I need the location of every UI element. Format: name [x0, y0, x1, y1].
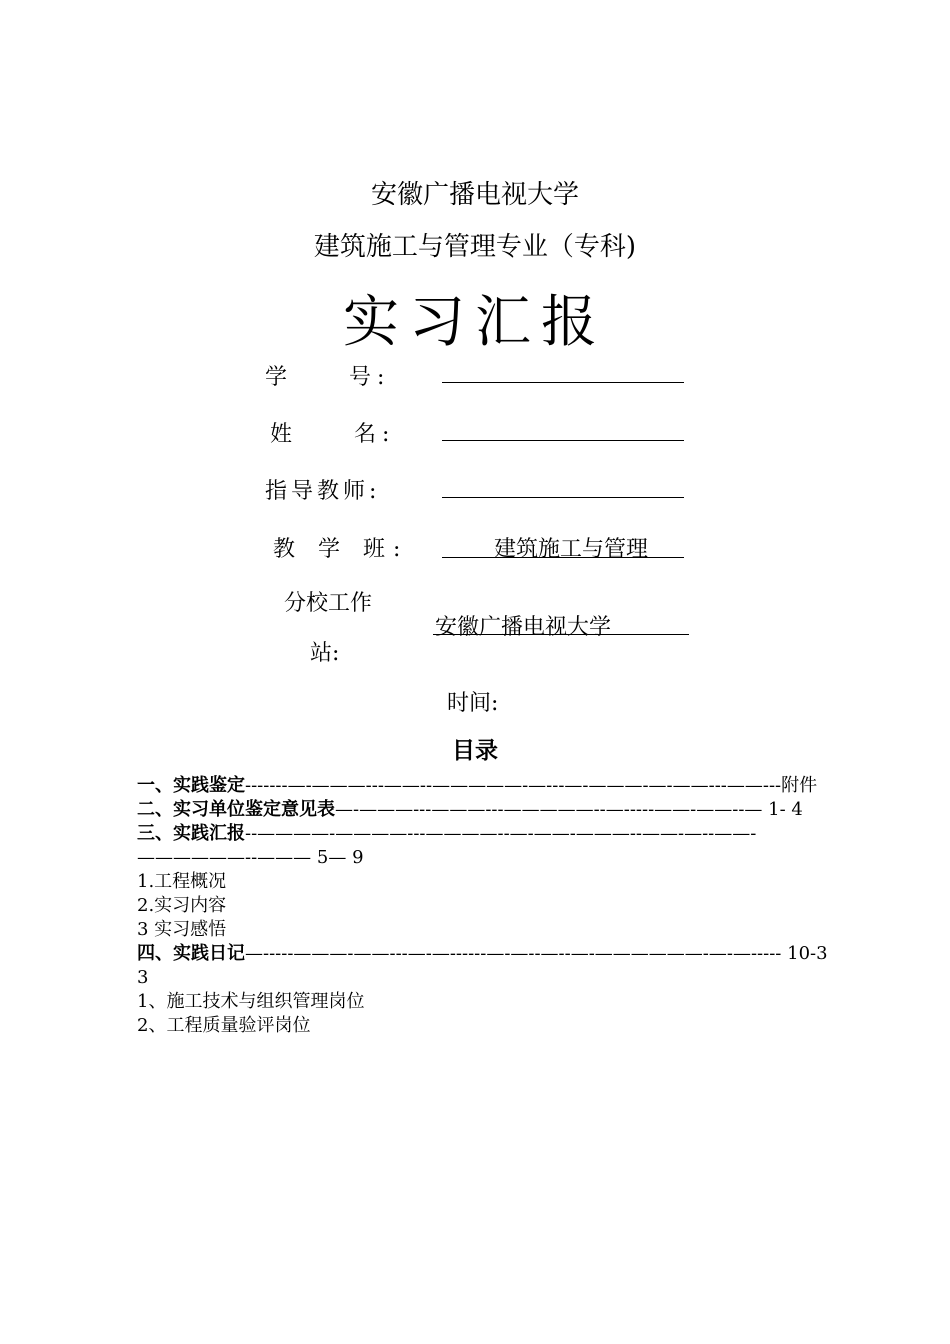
- toc-item-4-page: 10-33: [137, 943, 828, 988]
- toc-item-1-leader: -------—-———---——--—————-—---—-———-—-——---——---: [245, 775, 782, 796]
- toc-item-1: [137, 774, 837, 798]
- toc-item-3: [137, 822, 837, 870]
- toc-item-3-leader: --————-————---————--—-——-———--——-—--——-——————--———: [137, 823, 757, 868]
- branch-underline: [433, 634, 689, 635]
- university-name: 安徽广播电视大学: [370, 180, 579, 210]
- toc-item-2-leader: —-———---———---—————--—-----——-——--—: [335, 799, 763, 820]
- toc-subitem: 1、施工技术与组织管理岗位: [137, 991, 365, 1012]
- branch-label-line1: 分校工作: [284, 591, 373, 616]
- class-value: 建筑施工与管理: [494, 537, 649, 562]
- toc-subitem: 3 实习感悟: [137, 919, 227, 940]
- advisor-blank: [442, 497, 684, 498]
- toc-item-4: [137, 942, 837, 990]
- toc-item-3-page: 5— 9: [311, 847, 364, 868]
- toc-item-2-page: 1- 4: [762, 799, 803, 820]
- student-id-label: 学 号:: [265, 365, 391, 390]
- class-label: 教 学 班:: [273, 537, 409, 562]
- report-title: 实习汇报: [343, 290, 607, 355]
- time-label: 时间:: [447, 691, 499, 716]
- class-underline: [442, 557, 684, 558]
- name-blank: [442, 440, 684, 441]
- major-name: 建筑施工与管理专业（专科): [313, 232, 637, 262]
- branch-value: 安徽广播电视大学: [435, 615, 612, 640]
- toc-item-3-title: 三、实践汇报: [137, 823, 245, 844]
- toc-item-1-title: 一、实践鉴定: [137, 775, 245, 796]
- advisor-label: 指导教师:: [265, 479, 381, 504]
- name-label: 姓 名:: [270, 422, 396, 447]
- toc-subitem: 2、工程质量验评岗位: [137, 1015, 311, 1036]
- toc-subitem: 2.实习内容: [137, 895, 227, 916]
- toc-item-1-page: 附件: [781, 775, 818, 796]
- table-of-contents: [137, 774, 837, 1038]
- toc-heading: 目录: [452, 738, 498, 764]
- branch-label-line2: 站:: [310, 641, 340, 666]
- toc-item-4-title: 四、实践日记: [137, 943, 245, 964]
- toc-subitem: 1.工程概况: [137, 871, 227, 892]
- student-id-blank: [442, 382, 684, 383]
- toc-item-4-leader: —-----———-——---—-—------—-—--—--—-——————-—-—-----: [245, 943, 782, 964]
- toc-item-2: [137, 798, 837, 822]
- toc-item-2-title: 二、实习单位鉴定意见表: [137, 799, 335, 820]
